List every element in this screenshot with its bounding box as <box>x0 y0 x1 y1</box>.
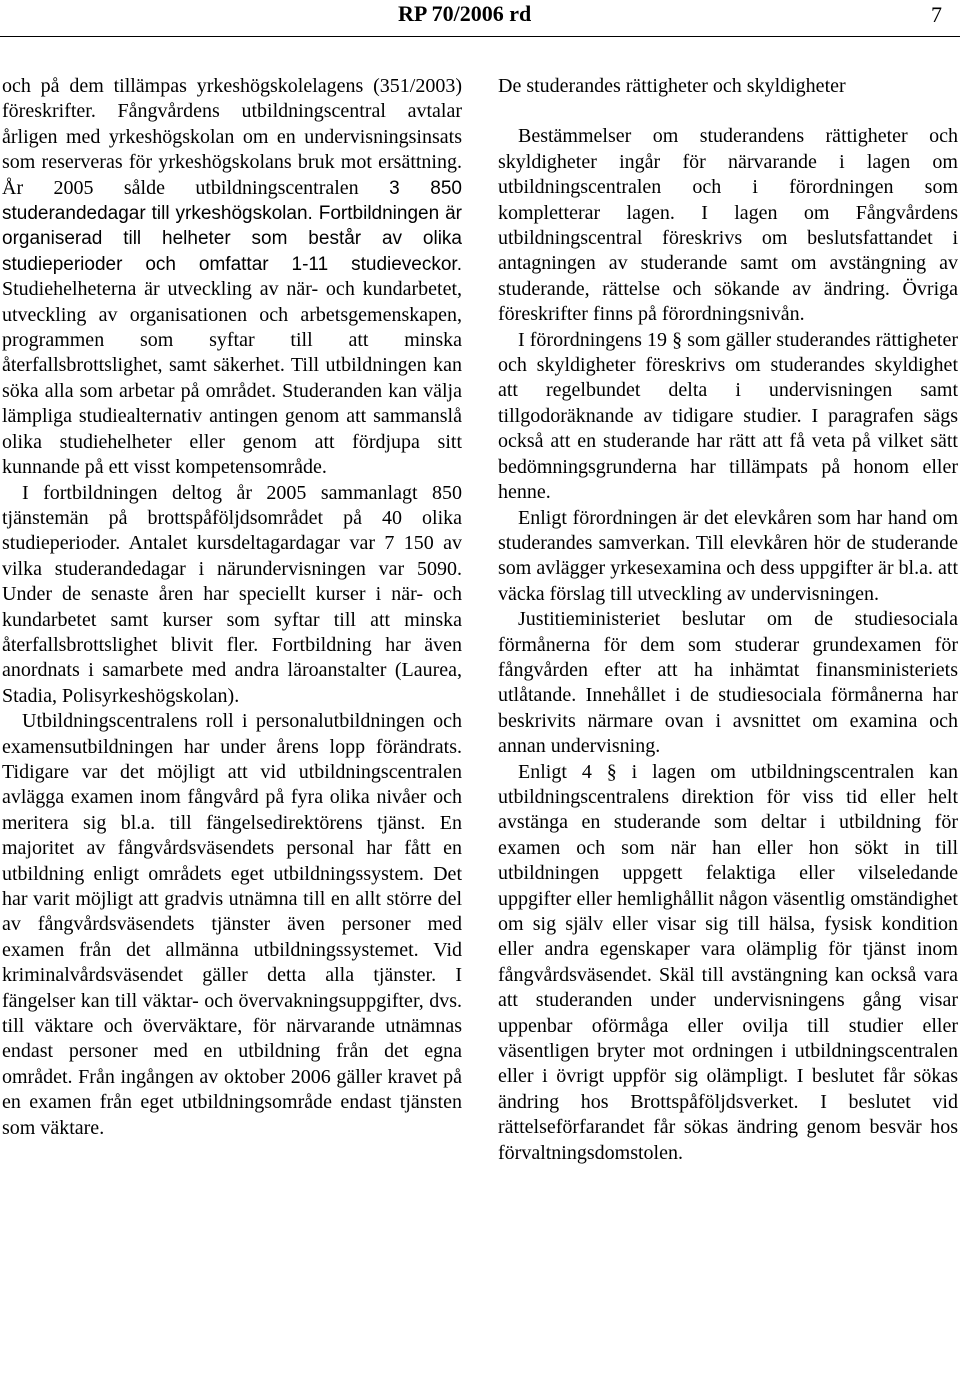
page-header <box>0 0 960 40</box>
paragraph-justitieministeriet: Justitieministeriet beslutar om de studiesociala förmånerna för dem som studerar grundexamen för fångvården efter att ha inhämtat finansministeriets utlåtande. Innehållet i de studiesociala förmånerna har beskrivits närmare ovan i avsnittet om examina och annan undervisning. <box>498 608 958 758</box>
header-divider <box>0 36 960 37</box>
paragraph-fortbildning-2005: I fortbildningen deltog år 2005 sammanlagt 850 tjänstemän på brottspåföljdsområdet på 40 olika studieperioder. Antalet kursdeltagardagar var 7 150 av vilka studerandedagar i närundervisningen var 5090. Under de senaste åren har speciellt kurser i när- och kundarbetet samt kurser som syftar till att minska återfallsbrottslighet blivit fler. Fortbildning har även anordnats i samarbete med andra läroanstalter (Laurea, Stadia, Polisyrkeshögskolan). <box>2 481 462 707</box>
document-reference: RP 70/2006 rd <box>398 1 532 26</box>
paragraph-utbildningscentralens-roll: Utbildningscentralens roll i personalutbildningen och examensutbildningen har under årens lopp förändrats. Tidigare var det möjligt att vid utbildningscentralen avlägga examen inom fångvård på fyra olika nivåer och meritera sig bl.a. till fängelsedirektörens tjänst. En majoritet av fångvårdsväsendets personal har fått en utbildning enligt områdets eget utbildningssystem. Det har varit möjligt att gradvis utnämna till en allt större del av fångvårdsväsendets tjänster även personer med examen från det allmänna utbildningssystemet. Vid kriminalvårdsväsendet gäller detta alla tjänster. I fängelser kan till väktar- och övervakningsuppgifter, dvs. till väktare och överväktare, för närvarande utnämnas endast personer med en utbildning från det egna området. Från ingången av oktober 2006 gäller kravet på en examen från eget utbildningsområde endast tjänsten som väktare. <box>2 710 462 1139</box>
paragraph-yrkeshogskola <box>2 74 462 481</box>
left-column <box>2 74 462 1141</box>
right-column <box>498 74 958 1166</box>
page-number: 7 <box>931 2 942 27</box>
paragraph-text-sans: 3 850 studerandedagar till yrkeshögskolan. Fortbildningen är organiserad till helheter som består av olika studieperioder och omfattar 1-11 studieveckor. <box>2 177 462 275</box>
paragraph-bestammelser: Bestämmelser om studerandens rättigheter och skyldigheter ingår för närvarande i lagen om utbildningscentralen och i förordningen som kompletterar lagen. I lagen om Fångvårdens utbildningscentral föreskrivs om beslutsfattandet i antagningen av studerande samt om avstängning av studerande, rättelse och sökande av ändring. Övriga föreskrifter finns på förordningsnivån. <box>498 125 958 326</box>
paragraph-elevkaren: Enligt förordningen är det elevkåren som har hand om studerandes samverkan. Till elevkåren hör de studerande som avlägger yrkesexamina och dess uppgifter är bl.a. att väcka förslag till utveckling av undervisningen. <box>498 506 958 605</box>
paragraph-forordningens-19: I förordningens 19 § som gäller studerandes rättigheter och skyldigheter föreskrivs om studerandes skyldighet att regelbundet delta i undervisningen samt tillgodoräknande av tidigare studier. I paragrafen sägs också att en studerande har rätt att få veta på vilket sätt bedömningsgrunderna har tillämpats på honom eller henne. <box>498 328 958 504</box>
paragraph-text: och på dem tillämpas yrkeshögskolelagens (351/2003) föreskrifter. Fångvårdens utbildningscentral avtalar årligen med yrkeshögskolan om en undervisningsinsats som reserveras för yrkeshögskolans bruk mot ersättning. År 2005 sålde utbildningscentralen <box>2 75 462 199</box>
section-heading: De studerandes rättigheter och skyldigheter <box>498 75 846 97</box>
paragraph-enligt-4: Enligt 4 § i lagen om utbildningscentralen kan utbildningscentralens direktion för viss tid eller helt avstänga en studerande som deltar i utbildning för examen och som när han eller hon sökt in till utbildningen uppgett felaktiga eller vilseledande uppgifter eller hemlighållit någon väsentlig omständighet om sig själv eller visar sig till hälsa, fysisk kondition eller andra egenskaper vara olämplig för tjänst inom fångvårdsväsendet. Skäl till avstängning kan också vara att studeranden under undervisningens gång visar uppenbar oförmåga eller ovilja till studier eller väsentligen bryter mot ordningen i utbildningscentralen eller i övrigt uppför sig olämpligt. I beslutet får sökas ändring hos Brottspåföljdsverket. I beslutet vid rättelseförfarandet får sökas ändring genom besvär hos förvaltningsdomstolen. <box>498 760 958 1164</box>
paragraph-text: Studiehelheterna är utveckling av när- och kundarbetet, utveckling av organisationen och arbetsgemenskapen, programmen som syftar till att minska återfallsbrottslighet, samt säkerhet. Till utbildningen kan söka alla som arbetar på området. Studeranden kan välja lämpliga studiealternativ antingen genom att sammanslå olika studiehelheter eller genom att fördjupa sitt kunnande på ett visst kompetensområde. <box>2 278 462 479</box>
